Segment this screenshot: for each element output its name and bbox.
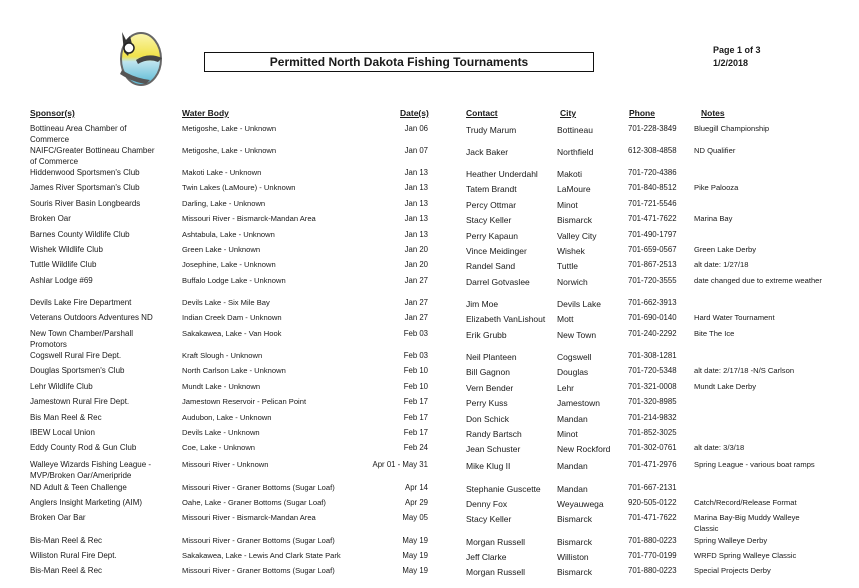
cell-city: Tuttle xyxy=(557,261,578,271)
cell-city: Bismarck xyxy=(557,215,592,225)
cell-sponsor: IBEW Local Union xyxy=(30,428,95,437)
cell-dates: Jan 27 xyxy=(404,313,428,322)
cell-water-body: Sakakawea, Lake - Lewis And Clark State Park xyxy=(182,551,341,560)
cell-city: LaMoure xyxy=(557,184,591,194)
cell-sponsor: ND Adult & Teen Challenge xyxy=(30,483,127,492)
cell-dates: Apr 14 xyxy=(405,483,428,492)
cell-dates: Jan 20 xyxy=(404,260,428,269)
cell-phone: 701-720-3555 xyxy=(628,276,677,285)
cell-water-body: Missouri River - Bismarck-Mandan Area xyxy=(182,513,316,522)
cell-phone: 701-840-8512 xyxy=(628,183,677,192)
cell-dates: Feb 17 xyxy=(403,428,428,437)
cell-sponsor: Tuttle Wildlife Club xyxy=(30,260,97,269)
cell-contact: Erik Grubb xyxy=(466,330,507,340)
cell-contact: Jack Baker xyxy=(466,147,509,157)
cell-water-body: Missouri River - Unknown xyxy=(182,460,269,469)
cell-phone: 701-880-0223 xyxy=(628,566,677,575)
cell-city: Lehr xyxy=(557,383,575,393)
cell-notes: Pike Palooza xyxy=(694,183,739,192)
cell-sponsor: Barnes County Wildlife Club xyxy=(30,230,130,239)
cell-notes: Hard Water Tournament xyxy=(694,313,775,322)
cell-sponsor: Bis-Man Reel & Rec xyxy=(30,566,103,575)
cell-phone: 701-659-0567 xyxy=(628,245,677,254)
cell-contact: Elizabeth VanLishout xyxy=(466,314,546,324)
cell-city: Northfield xyxy=(557,147,594,157)
cell-sponsor: Veterans Outdoors Adventures ND xyxy=(30,313,153,322)
cell-phone: 701-240-2292 xyxy=(628,329,677,338)
cell-water-body: Green Lake - Unknown xyxy=(182,245,261,254)
cell-dates: May 19 xyxy=(402,566,428,575)
cell-dates: Jan 13 xyxy=(404,230,428,239)
cell-contact: Darrel Gotvaslee xyxy=(466,277,530,287)
cell-city: Mandan xyxy=(557,484,588,494)
cell-water-body: Indian Creek Dam - Unknown xyxy=(182,313,282,322)
cell-dates: Jan 27 xyxy=(404,298,428,307)
cell-phone: 701-308-1281 xyxy=(628,351,677,360)
cell-sponsor: Anglers Insight Marketing (AIM) xyxy=(30,498,143,507)
cell-phone: 701-867-2513 xyxy=(628,260,677,269)
cell-contact: Bill Gagnon xyxy=(466,367,510,377)
cell-water-body: Metigoshe, Lake - Unknown xyxy=(182,146,277,155)
cell-city: Makoti xyxy=(557,169,583,179)
page-title: Permitted North Dakota Fishing Tournaments xyxy=(204,52,594,72)
cell-water-body: Darling, Lake - Unknown xyxy=(182,199,266,208)
cell-water-body: Buffalo Lodge Lake - Unknown xyxy=(182,276,286,285)
cell-contact: Jeff Clarke xyxy=(466,552,507,562)
cell-city: Minot xyxy=(557,200,578,210)
cell-contact: Trudy Marum xyxy=(466,125,517,135)
cell-water-body: Missouri River - Graner Bottoms (Sugar Loaf) xyxy=(182,483,335,492)
cell-contact: Don Schick xyxy=(466,414,509,424)
cell-city: Valley City xyxy=(557,231,597,241)
cell-sponsor: James River Sportsman's Club xyxy=(30,183,140,192)
cell-city: Mandan xyxy=(557,461,588,471)
cell-city: Williston xyxy=(557,552,589,562)
cell-phone: 701-228-3849 xyxy=(628,124,677,133)
cell-water-body: Devils Lake - Six Mile Bay xyxy=(182,298,270,307)
cell-water-body: Twin Lakes (LaMoure) - Unknown xyxy=(182,183,296,192)
cell-contact: Stacy Keller xyxy=(466,514,512,524)
cell-contact: Jean Schuster xyxy=(466,444,521,454)
cell-notes: Bluegill Championship xyxy=(694,124,770,133)
cell-notes: Green Lake Derby xyxy=(694,245,757,254)
cell-contact: Tatem Brandt xyxy=(466,184,517,194)
cell-notes: Bite The Ice xyxy=(694,329,735,338)
cell-city: New Town xyxy=(557,330,597,340)
report-date: 1/2/2018 xyxy=(713,58,749,68)
cell-sponsor: New Town Chamber/Parshall Promotors xyxy=(30,329,134,349)
cell-dates: Feb 03 xyxy=(403,351,428,360)
cell-water-body: Missouri River - Graner Bottoms (Sugar Loaf) xyxy=(182,566,335,575)
cell-city: Minot xyxy=(557,429,578,439)
cell-city: Cogswell xyxy=(557,352,592,362)
cell-notes: Spring Walleye Derby xyxy=(694,536,768,545)
cell-sponsor: Bis Man Reel & Rec xyxy=(30,413,102,422)
cell-phone: 701-662-3913 xyxy=(628,298,677,307)
cell-phone: 701-302-0761 xyxy=(628,443,677,452)
cell-dates: Jan 20 xyxy=(404,245,428,254)
cell-sponsor: Souris River Basin Longbeards xyxy=(30,199,141,208)
cell-contact: Morgan Russell xyxy=(466,567,526,577)
cell-sponsor: Wiliston Rural Fire Dept. xyxy=(30,551,117,560)
cell-sponsor: Bottineau Area Chamber of Commerce xyxy=(30,124,127,144)
cell-water-body: Kraft Slough - Unknown xyxy=(182,351,263,360)
cell-city: Norwich xyxy=(557,277,588,287)
cell-water-body: Missouri River - Graner Bottoms (Sugar Loaf) xyxy=(182,536,335,545)
cell-contact: Morgan Russell xyxy=(466,537,526,547)
column-header-dates: Date(s) xyxy=(400,108,429,118)
cell-dates: May 19 xyxy=(402,551,428,560)
cell-phone: 701-471-2976 xyxy=(628,460,677,469)
cell-phone: 920-505-0122 xyxy=(628,498,677,507)
cell-water-body: Devils Lake - Unknown xyxy=(182,428,260,437)
cell-contact: Denny Fox xyxy=(466,499,508,509)
cell-notes: ND Qualifier xyxy=(694,146,736,155)
cell-contact: Perry Kuss xyxy=(466,398,508,408)
cell-notes: Marina Bay xyxy=(694,214,733,223)
cell-dates: Feb 10 xyxy=(403,366,428,375)
cell-city: Mandan xyxy=(557,414,588,424)
cell-sponsor: Hiddenwood Sportsmen's Club xyxy=(30,168,140,177)
cell-city: Bismarck xyxy=(557,537,592,547)
cell-water-body: Coe, Lake - Unknown xyxy=(182,443,256,452)
column-header-phone: Phone xyxy=(629,108,655,118)
cell-phone: 701-852-3025 xyxy=(628,428,677,437)
cell-contact: Vince Meidinger xyxy=(466,246,527,256)
cell-phone: 701-690-0140 xyxy=(628,313,677,322)
cell-dates: Feb 17 xyxy=(403,413,428,422)
cell-water-body: Oahe, Lake - Graner Bottoms (Sugar Loaf) xyxy=(182,498,326,507)
cell-sponsor: Devils Lake Fire Department xyxy=(30,298,132,307)
cell-city: Bismarck xyxy=(557,514,592,524)
cell-phone: 701-471-7622 xyxy=(628,214,677,223)
cell-notes: WRFD Spring Walleye Classic xyxy=(694,551,797,560)
cell-notes: alt date: 3/3/18 xyxy=(694,443,745,452)
column-header-city: City xyxy=(560,108,577,118)
cell-water-body: North Carlson Lake - Unknown xyxy=(182,366,286,375)
cell-sponsor: Cogswell Rural Fire Dept. xyxy=(30,351,122,360)
column-header-sponsor: Sponsor(s) xyxy=(30,108,75,118)
cell-notes: Marina Bay-Big Muddy Walleye Classic xyxy=(694,513,800,533)
cell-phone: 701-720-5348 xyxy=(628,366,677,375)
cell-city: Jamestown xyxy=(557,398,600,408)
cell-contact: Perry Kapaun xyxy=(466,231,518,241)
column-header-water-body: Water Body xyxy=(182,108,229,118)
cell-phone: 701-321-0008 xyxy=(628,382,677,391)
cell-dates: May 05 xyxy=(402,513,428,522)
cell-water-body: Audubon, Lake - Unknown xyxy=(182,413,272,422)
page-number: Page 1 of 3 xyxy=(713,45,761,55)
cell-city: Wishek xyxy=(557,246,585,256)
cell-phone: 701-214-9832 xyxy=(628,413,677,422)
cell-dates: Jan 13 xyxy=(404,183,428,192)
cell-sponsor: Wishek Wildlife Club xyxy=(30,245,103,254)
cell-sponsor: Jamestown Rural Fire Dept. xyxy=(30,397,130,406)
cell-phone: 701-720-4386 xyxy=(628,168,677,177)
cell-dates: Jan 27 xyxy=(404,276,428,285)
cell-phone: 701-770-0199 xyxy=(628,551,677,560)
cell-notes: Catch/Record/Release Format xyxy=(694,498,797,507)
nd-game-and-fish-logo xyxy=(114,26,166,88)
cell-notes: date changed due to extreme weather xyxy=(694,276,822,285)
cell-city: Devils Lake xyxy=(557,299,601,309)
cell-notes: Mundt Lake Derby xyxy=(694,382,757,391)
cell-dates: Feb 10 xyxy=(403,382,428,391)
cell-contact: Randy Bartsch xyxy=(466,429,522,439)
cell-contact: Stephanie Guscette xyxy=(466,484,541,494)
cell-sponsor: Douglas Sportsmen's Club xyxy=(30,366,125,375)
cell-water-body: Metigoshe, Lake - Unknown xyxy=(182,124,277,133)
cell-phone: 701-721-5546 xyxy=(628,199,677,208)
cell-contact: Heather Underdahl xyxy=(466,169,538,179)
cell-sponsor: Walleye Wizards Fishing League - MVP/Broken Oar/Ameripride xyxy=(30,460,152,480)
cell-dates: Feb 24 xyxy=(403,443,428,452)
cell-sponsor: Eddy County Rod & Gun Club xyxy=(30,443,137,452)
cell-water-body: Josephine, Lake - Unknown xyxy=(182,260,276,269)
cell-notes: alt date: 2/17/18 -N/S Carlson xyxy=(694,366,795,375)
page-info xyxy=(713,44,761,70)
cell-contact: Neil Planteen xyxy=(466,352,517,362)
cell-dates: Feb 17 xyxy=(403,397,428,406)
cell-water-body: Sakakawea, Lake - Van Hook xyxy=(182,329,282,338)
cell-dates: Apr 29 xyxy=(405,498,428,507)
cell-dates: Feb 03 xyxy=(403,329,428,338)
cell-phone: 701-320-8985 xyxy=(628,397,677,406)
cell-city: Bottineau xyxy=(557,125,593,135)
column-header-contact: Contact xyxy=(466,108,498,118)
cell-notes: alt date: 1/27/18 xyxy=(694,260,749,269)
cell-sponsor: NAIFC/Greater Bottineau Chamber of Commerce xyxy=(30,146,155,166)
cell-dates: Jan 13 xyxy=(404,199,428,208)
cell-phone: 701-880-0223 xyxy=(628,536,677,545)
cell-city: Weyauwega xyxy=(557,499,604,509)
cell-water-body: Ashtabula, Lake - Unknown xyxy=(182,230,275,239)
cell-city: New Rockford xyxy=(557,444,611,454)
cell-dates: Jan 13 xyxy=(404,214,428,223)
cell-dates: Apr 01 - May 31 xyxy=(372,460,428,469)
cell-water-body: Jamestown Reservoir - Pelican Point xyxy=(182,397,307,406)
cell-contact: Vern Bender xyxy=(466,383,514,393)
cell-sponsor: Bis-Man Reel & Rec xyxy=(30,536,103,545)
cell-phone: 612-308-4858 xyxy=(628,146,677,155)
cell-city: Douglas xyxy=(557,367,589,377)
cell-dates: Jan 13 xyxy=(404,168,428,177)
cell-phone: 701-490-1797 xyxy=(628,230,677,239)
cell-water-body: Missouri River - Bismarck-Mandan Area xyxy=(182,214,316,223)
cell-contact: Percy Ottmar xyxy=(466,200,517,210)
cell-water-body: Mundt Lake - Unknown xyxy=(182,382,261,391)
cell-sponsor: Lehr Wildlife Club xyxy=(30,382,93,391)
cell-sponsor: Broken Oar xyxy=(30,214,71,223)
cell-contact: Jim Moe xyxy=(466,299,499,309)
cell-contact: Mike Klug II xyxy=(466,461,511,471)
cell-sponsor: Ashlar Lodge #69 xyxy=(30,276,93,285)
cell-phone: 701-667-2131 xyxy=(628,483,677,492)
cell-phone: 701-471-7622 xyxy=(628,513,677,522)
cell-notes: Spring League - various boat ramps xyxy=(694,460,815,469)
cell-contact: Randel Sand xyxy=(466,261,516,271)
cell-contact: Stacy Keller xyxy=(466,215,512,225)
cell-city: Bismarck xyxy=(557,567,592,577)
cell-sponsor: Broken Oar Bar xyxy=(30,513,86,522)
cell-water-body: Makoti Lake - Unknown xyxy=(182,168,262,177)
cell-city: Mott xyxy=(557,314,574,324)
cell-dates: Jan 07 xyxy=(404,146,428,155)
cell-notes: Special Projects Derby xyxy=(694,566,771,575)
cell-dates: Jan 06 xyxy=(404,124,428,133)
cell-dates: May 19 xyxy=(402,536,428,545)
column-header-notes: Notes xyxy=(701,108,725,118)
